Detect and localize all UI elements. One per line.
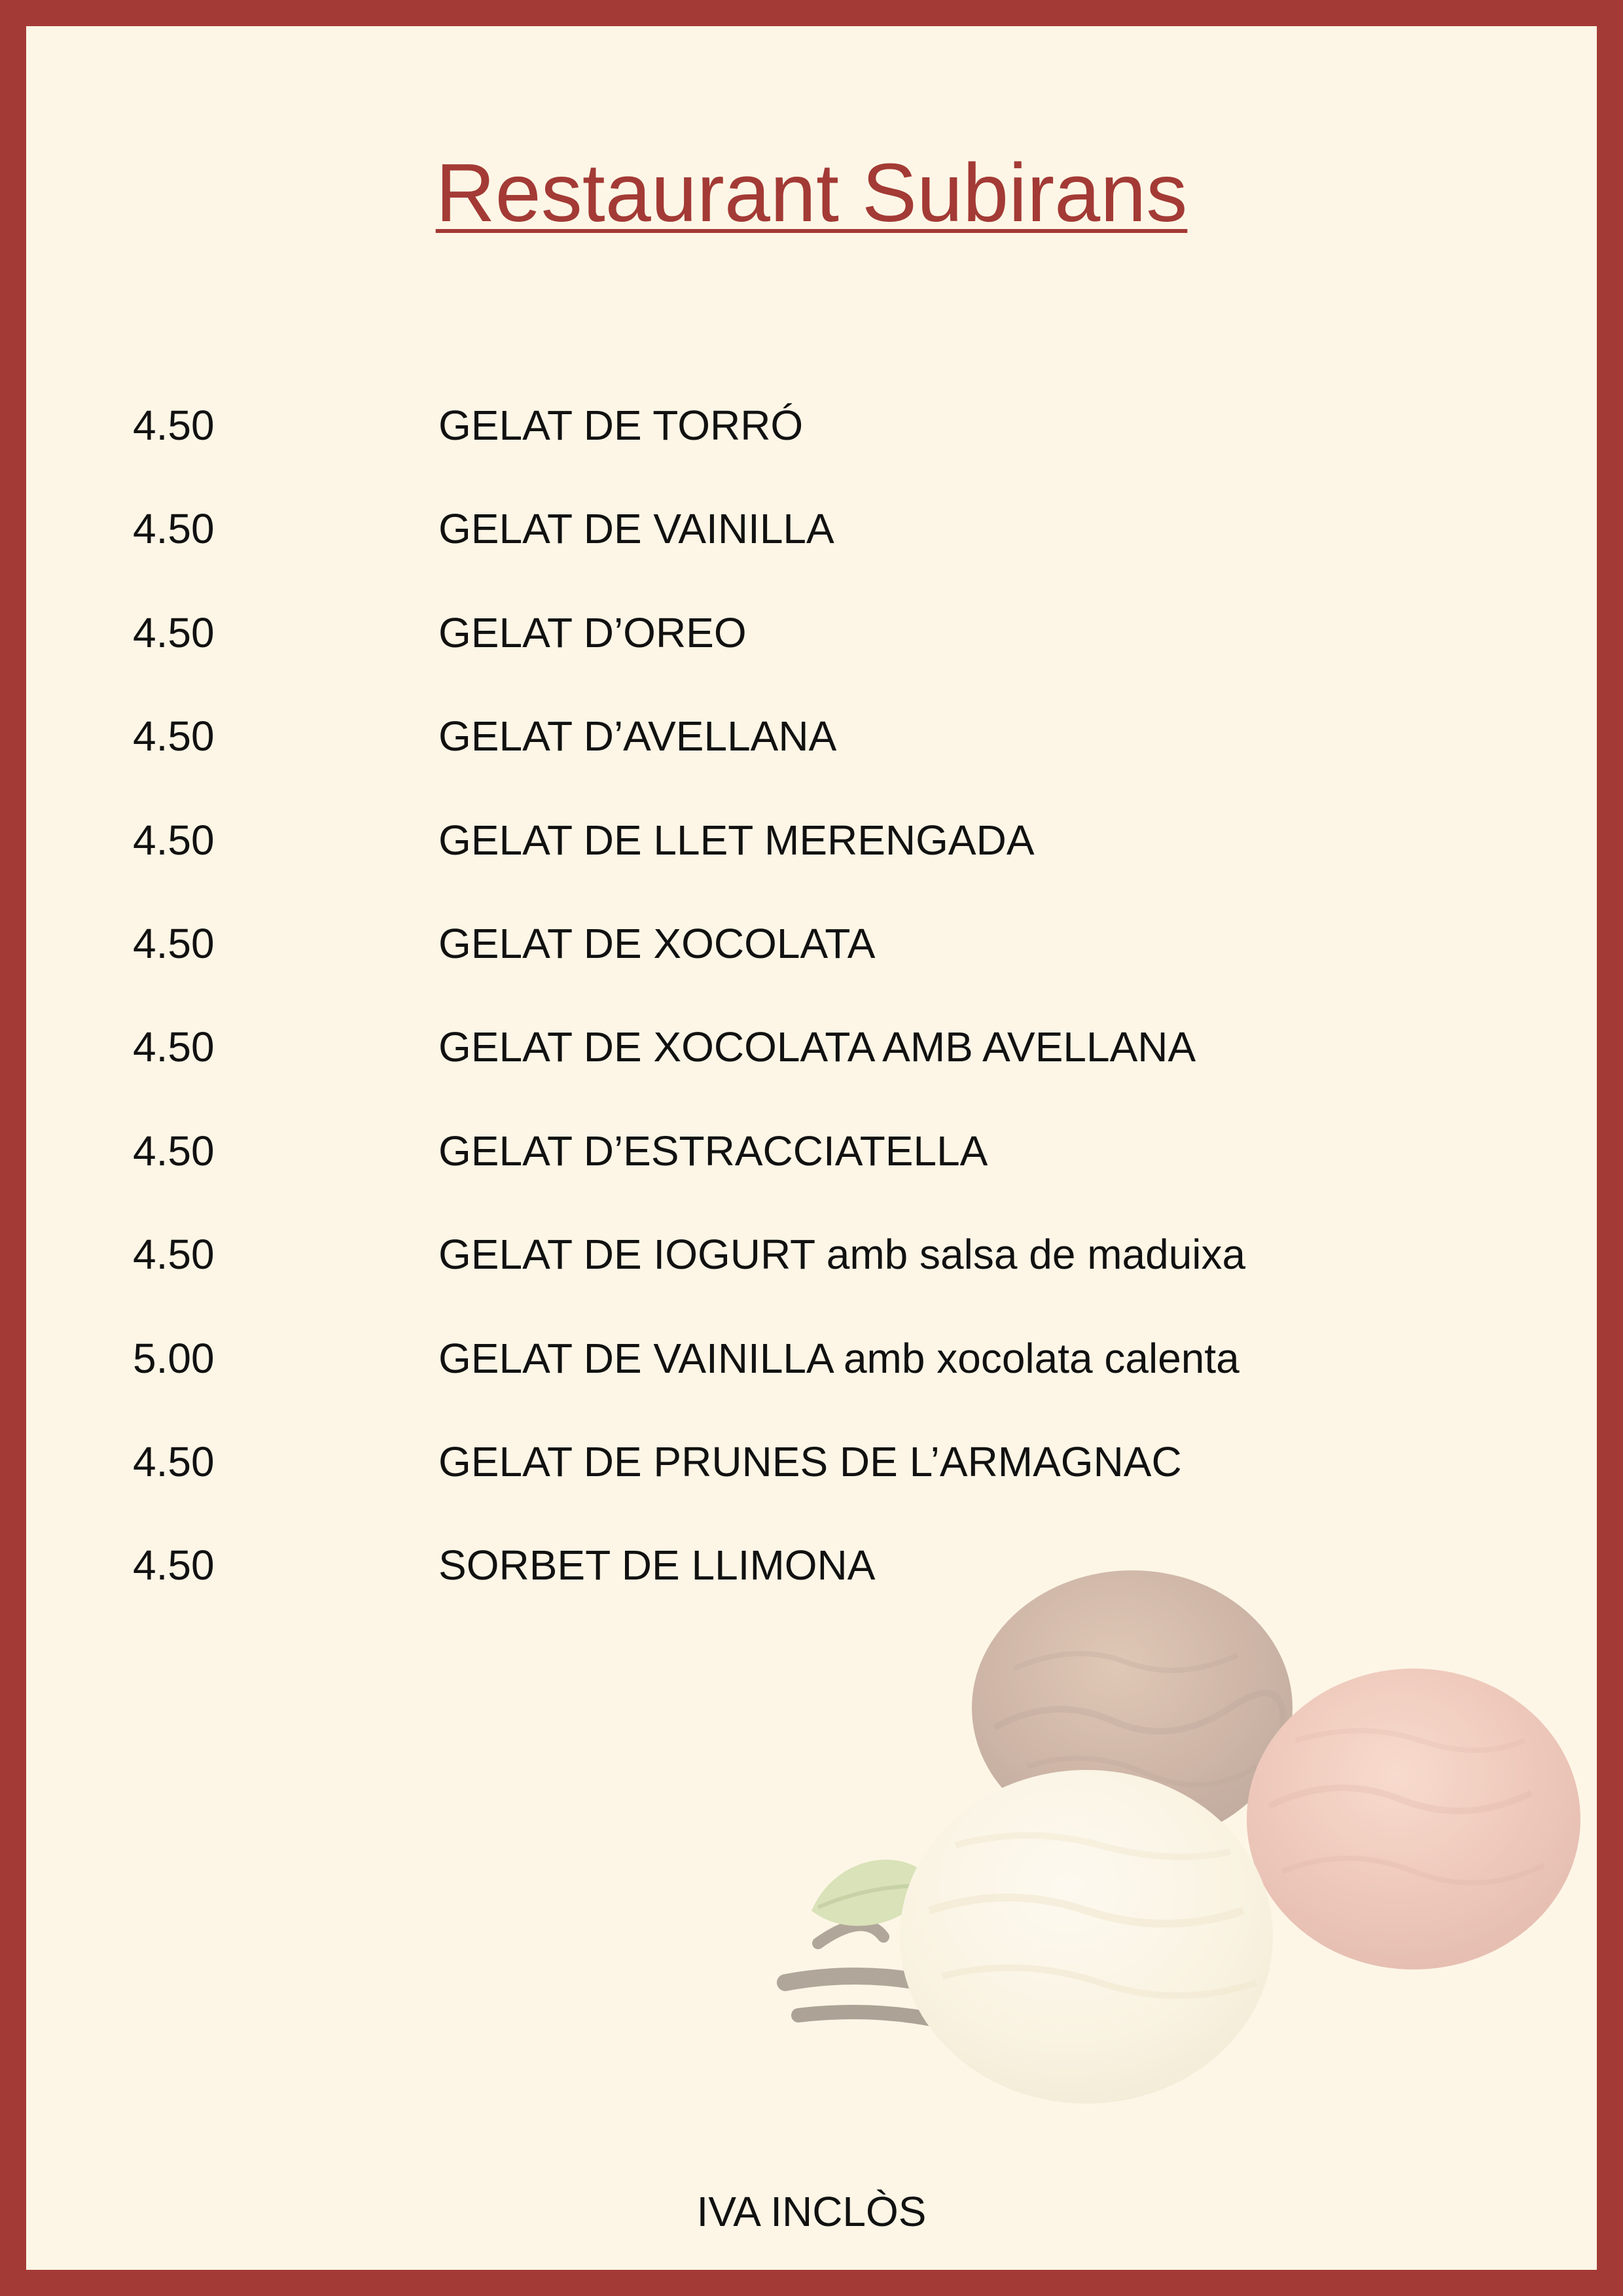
menu-item-name: GELAT DE LLET MERENGADA	[438, 816, 1035, 864]
menu-item	[26, 393, 1597, 496]
menu-item	[26, 1222, 1597, 1325]
menu-item	[26, 703, 1597, 807]
menu-item-name: GELAT D’ESTRACCIATELLA	[438, 1127, 988, 1174]
menu-item-price: 4.50	[133, 1542, 215, 1589]
menu-item-price: 5.00	[133, 1334, 215, 1382]
menu-item-name: GELAT D’AVELLANA	[438, 713, 837, 760]
menu-item-name: GELAT D’OREO	[438, 609, 747, 656]
menu-item	[26, 1326, 1597, 1429]
menu-item-price: 4.50	[133, 816, 215, 864]
menu-item-name: SORBET DE LLIMONA	[438, 1542, 876, 1589]
menu-item-name: GELAT DE IOGURT amb salsa de maduixa	[438, 1231, 1246, 1279]
menu-page	[26, 26, 1597, 2270]
menu-item-name: GELAT DE XOCOLATA AMB AVELLANA	[438, 1023, 1196, 1071]
menu-item-price: 4.50	[133, 1231, 215, 1279]
menu-item	[26, 600, 1597, 703]
menu-item-name: GELAT DE VAINILLA amb xocolata calenta	[438, 1334, 1240, 1382]
menu-item-price: 4.50	[133, 505, 215, 553]
menu-item	[26, 1429, 1597, 1532]
menu-item-price: 4.50	[133, 402, 215, 449]
menu-item-price: 4.50	[133, 1023, 215, 1071]
menu-item-price: 4.50	[133, 713, 215, 760]
menu-item	[26, 1014, 1597, 1118]
menu-item	[26, 1118, 1597, 1222]
restaurant-title: Restaurant Subirans	[435, 147, 1188, 239]
menu-item	[26, 911, 1597, 1014]
menu-item-name: GELAT DE XOCOLATA	[438, 919, 876, 967]
menu-item-price: 4.50	[133, 919, 215, 967]
menu-item-price: 4.50	[133, 1438, 215, 1485]
vat-included-note: IVA INCLÒS	[696, 2188, 927, 2235]
dessert-menu-list	[26, 393, 1597, 1636]
menu-item-price: 4.50	[133, 609, 215, 656]
menu-item-name: GELAT DE PRUNES DE L’ARMAGNAC	[438, 1438, 1182, 1485]
menu-item-price: 4.50	[133, 1127, 215, 1174]
ice-cream-scoops-icon	[759, 1544, 1597, 2133]
menu-item-name: GELAT DE VAINILLA	[438, 505, 834, 553]
menu-item	[26, 496, 1597, 599]
menu-item-name: GELAT DE TORRÓ	[438, 402, 804, 449]
menu-item	[26, 807, 1597, 911]
